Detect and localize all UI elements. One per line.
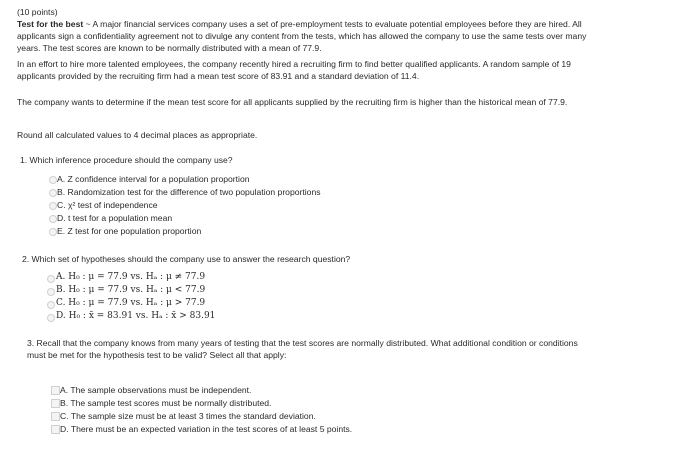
q2-option-d-radio[interactable] [47,314,55,322]
q1-option-d-label[interactable]: D. t test for a population mean [57,213,173,223]
q3-option-c-checkbox[interactable] [51,412,60,421]
intro-text-line2: applicants sign a confidentiality agreement not to divulge any content from the tests, which has allowed the company to use the same tests over many [17,31,587,41]
q1-option-e-radio[interactable] [49,228,57,236]
context-paragraph [17,58,677,82]
q1-option-b-label[interactable]: B. Randomization test for the difference of two population proportions [57,187,321,197]
q1-option-d-radio[interactable] [49,215,57,223]
q2-option-d-label[interactable]: D. H₀ : x̄ = 83.91 vs. Hₐ : x̄ > 83.91 [56,311,216,321]
q3-option-a-label[interactable]: A. The sample observations must be independent. [60,385,252,395]
q1-option-b-radio[interactable] [49,189,57,197]
q1-prompt: 1. Which inference procedure should the company use? [20,155,233,165]
q3-prompt [27,337,667,361]
q1-option-a-radio[interactable] [49,176,57,184]
q1-option-e-label[interactable]: E. Z test for one population proportion [57,226,202,236]
problem-title: Test for the best [17,19,84,29]
q2-option-b-label[interactable]: B. H₀ : μ = 77.9 vs. Hₐ : μ < 77.9 [56,285,206,295]
points-label: (10 points) [17,7,58,17]
q2-option-c-radio[interactable] [47,301,55,309]
intro-text: ~ A major financial services company uses a set of pre-employment tests to evaluate potential employees before they are hired. All [83,19,582,29]
context-line2: applicants provided by the recruiting firm had a mean test score of 83.91 and a standard deviation of 11.4. [17,71,420,81]
intro-text-line3: years. The test scores are known to be normally distributed with a mean of 77.9. [17,43,322,53]
q3-option-b-label[interactable]: B. The sample test scores must be normally distributed. [60,398,272,408]
q1-option-a-label[interactable]: A. Z confidence interval for a population proportion [57,174,250,184]
q3-prompt-line2: must be met for the hypothesis test to be valid? Select all that apply: [27,350,287,360]
q2-option-a-label[interactable]: A. H₀ : μ = 77.9 vs. Hₐ : μ ≠ 77.9 [56,272,206,282]
q2-option-b-radio[interactable] [47,288,55,296]
q1-option-c-radio[interactable] [49,202,57,210]
q3-option-b-checkbox[interactable] [51,399,60,408]
q3-option-c-label[interactable]: C. The sample size must be at least 3 times the standard deviation. [60,411,316,421]
research-goal: The company wants to determine if the mean test score for all applicants supplied by the recruiting firm is higher than the historical mean of 77.9. [17,97,568,107]
context-line1: In an effort to hire more talented employees, the company recently hired a recruiting firm to find better qualified applicants. A random sample of 19 [17,59,571,69]
q3-option-a-checkbox[interactable] [51,386,60,395]
q3-prompt-line1: 3. Recall that the company knows from many years of testing that the test scores are normally distributed. What additional condition or conditions [27,338,578,348]
q1-option-c-label[interactable]: C. χ² test of independence [57,200,158,210]
rounding-instruction: Round all calculated values to 4 decimal places as appropriate. [17,130,258,140]
q2-option-c-label[interactable]: C. H₀ : μ = 77.9 vs. Hₐ : μ > 77.9 [56,298,206,308]
q3-option-d-checkbox[interactable] [51,425,60,434]
q2-option-a-radio[interactable] [47,275,55,283]
problem-intro [17,6,677,54]
q2-prompt: 2. Which set of hypotheses should the company use to answer the research question? [22,254,351,264]
q3-option-d-label[interactable]: D. There must be an expected variation in the test scores of at least 5 points. [60,424,353,434]
